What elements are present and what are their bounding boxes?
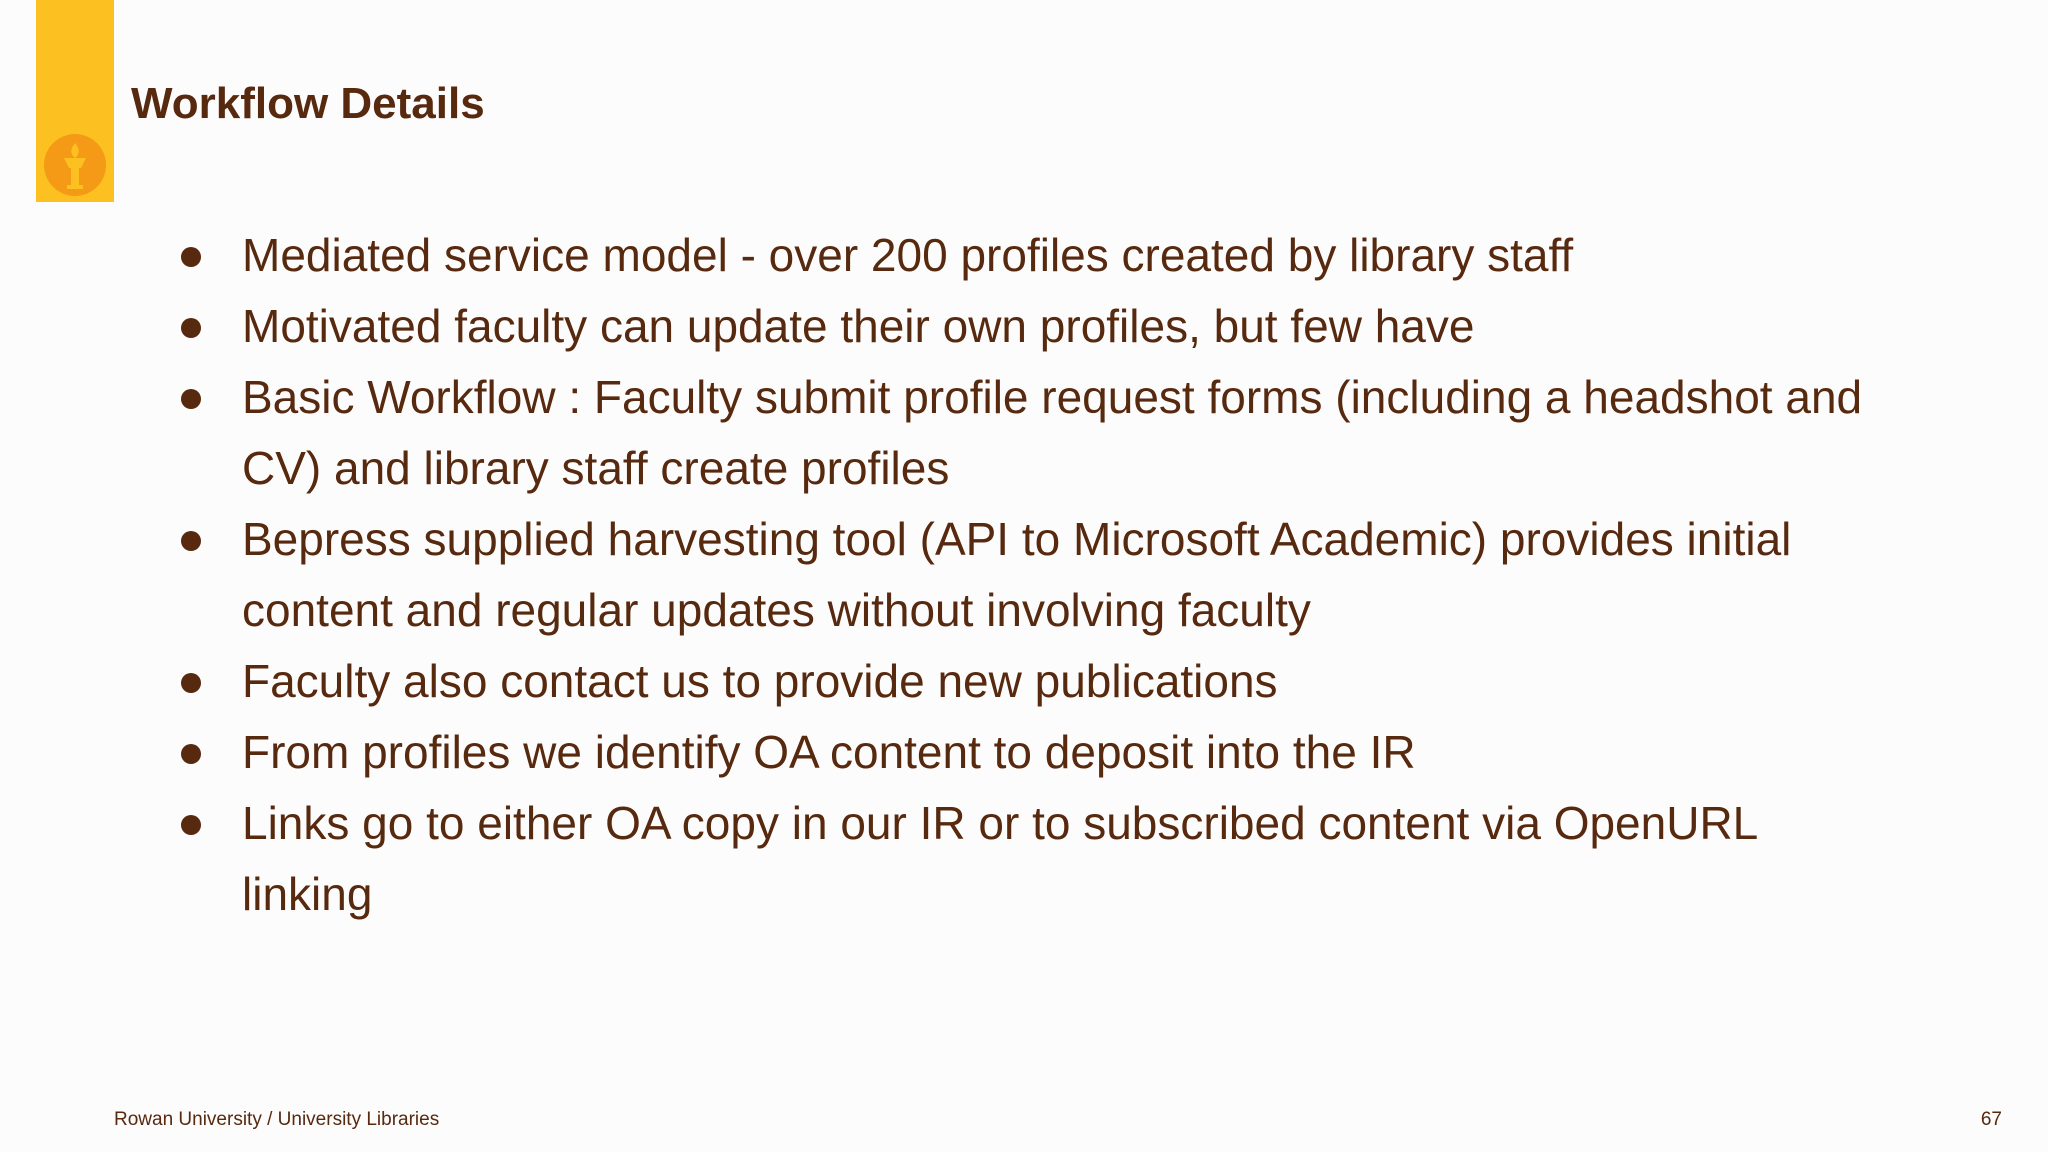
bullet-marker	[181, 389, 201, 409]
slide-title: Workflow Details	[131, 79, 485, 128]
bullet-marker	[181, 247, 201, 267]
bullet-marker	[181, 744, 201, 764]
bullet-item	[175, 788, 1895, 930]
bullet-marker	[181, 318, 201, 338]
torch-logo-icon	[40, 130, 110, 200]
footer-organization: Rowan University / University Libraries	[114, 1109, 440, 1130]
bullet-item	[175, 362, 1895, 504]
bullet-item	[175, 220, 1895, 291]
bullet-item	[175, 717, 1895, 788]
bullet-marker	[181, 531, 201, 551]
bullet-text: Mediated service model - over 200 profiles created by library staff	[242, 229, 1574, 281]
page-number: 67	[1980, 1109, 2002, 1130]
bullet-text: Faculty also contact us to provide new publications	[242, 655, 1278, 707]
bullet-text: From profiles we identify OA content to deposit into the IR	[242, 726, 1416, 778]
bullet-item	[175, 291, 1895, 362]
bullet-text: Links go to either OA copy in our IR or to subscribed content via OpenURL linking	[242, 797, 1757, 920]
bullet-item	[175, 646, 1895, 717]
bullet-list	[175, 220, 1895, 930]
bullet-marker	[181, 815, 201, 835]
bullet-text: Motivated faculty can update their own profiles, but few have	[242, 300, 1475, 352]
bullet-marker	[181, 673, 201, 693]
bullet-item	[175, 504, 1895, 646]
bullet-text: Basic Workflow : Faculty submit profile request forms (including a headshot and CV) and library staff create profiles	[242, 371, 1863, 494]
bullet-text: Bepress supplied harvesting tool (API to Microsoft Academic) provides initial content and regular updates without involving faculty	[242, 513, 1792, 636]
